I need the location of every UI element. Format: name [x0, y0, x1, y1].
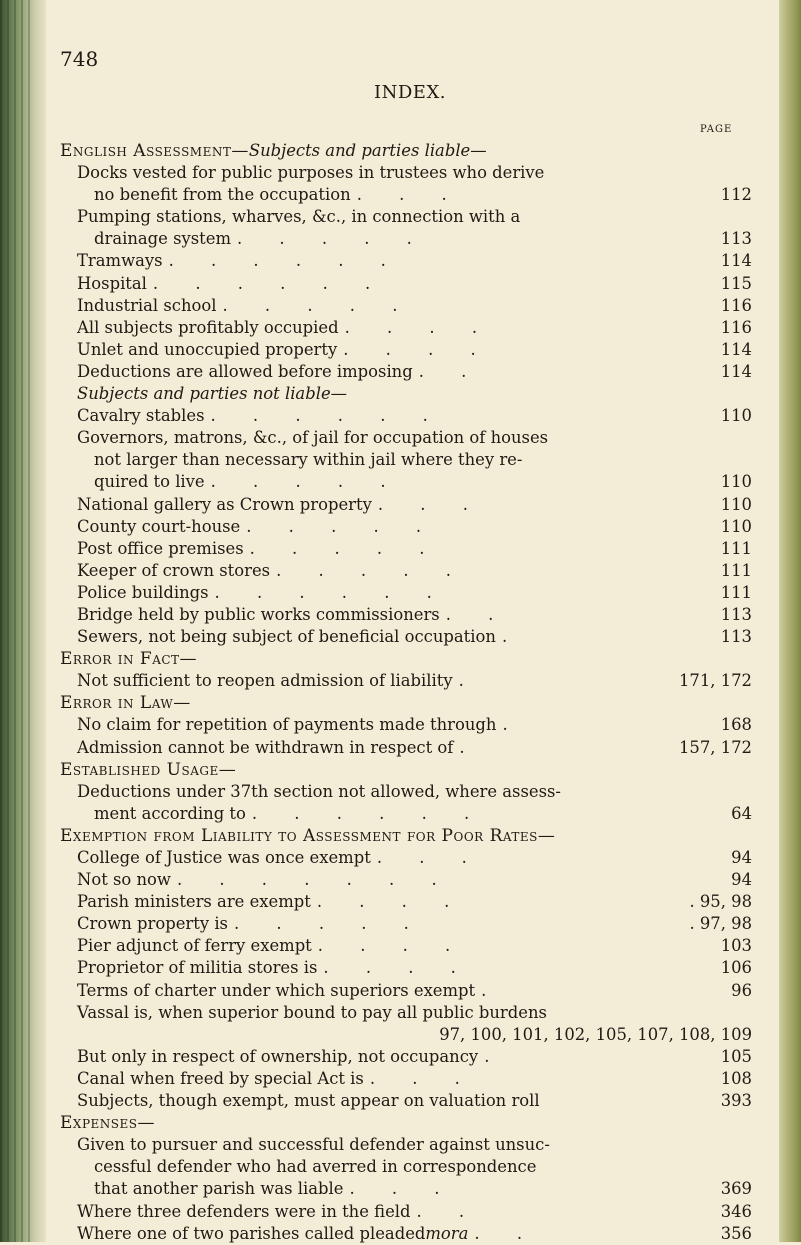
entry-text: Pier adjunct of ferry exempt [77, 936, 312, 956]
entry-text: Expenses— [60, 1113, 155, 1134]
entry-text: Where three defenders were in the field [77, 1201, 411, 1221]
entry-text: Crown property is [77, 914, 228, 934]
entry-text: Unlet and unoccupied property [77, 339, 338, 359]
leader-dots: . [458, 671, 480, 691]
index-entry [60, 471, 760, 493]
entry-text: English Assessment— [60, 141, 249, 161]
entry-text: Docks vested for public purposes in trustees who derive [77, 163, 545, 183]
running-head: INDEX. [374, 82, 446, 103]
page-reference: 157, 172 [679, 737, 752, 757]
index-heading [60, 759, 760, 781]
entry-text: Where one of two parishes called pleaded [77, 1223, 426, 1243]
leader-dots: . . . . . [276, 560, 467, 580]
entry-text: Subjects, though exempt, must appear on valuation roll [77, 1091, 540, 1111]
entry-text: Proprietor of militia stores is [77, 958, 318, 978]
index-entry [60, 626, 760, 648]
page-reference: 114 [720, 339, 752, 359]
index-heading [60, 140, 760, 162]
leader-dots: . [481, 980, 503, 1000]
leader-dots: . [459, 737, 481, 757]
index-entry [60, 980, 760, 1002]
index-entry [60, 1046, 760, 1068]
page-reference: . 95, 98 [689, 892, 752, 912]
page-reference: 112 [720, 185, 752, 205]
page-reference: 346 [720, 1201, 752, 1221]
leader-dots: . . [474, 1223, 539, 1243]
index-entry [60, 1002, 760, 1024]
leader-dots: . . . . . . . [176, 870, 453, 890]
entry-text: Parish ministers are exempt [77, 892, 311, 912]
page-reference: 116 [720, 295, 752, 315]
index-entry [60, 781, 760, 803]
index-entry [60, 1201, 760, 1223]
index-entry [60, 1068, 760, 1090]
index-entry [60, 803, 760, 825]
entry-text: Exemption from Liability to Assessment for Poor Rates— [60, 825, 556, 846]
leader-dots: . . . . . . [168, 251, 402, 271]
leader-dots: . . [418, 361, 483, 381]
index-entry [60, 273, 760, 295]
page-reference: 111 [720, 582, 752, 602]
page-reference: 111 [720, 560, 752, 580]
entry-text: Keeper of crown stores [77, 560, 271, 580]
index-entry [60, 516, 760, 538]
page-reference: 110 [720, 516, 752, 536]
leader-dots: . . . . . . [251, 803, 486, 823]
entry-text: Tramways [77, 251, 163, 271]
leader-dots: . [484, 1046, 506, 1066]
index-entry [60, 162, 760, 184]
leader-dots: . . . [349, 1179, 456, 1199]
page-reference: 108 [720, 1068, 752, 1088]
entry-text: Cavalry stables [77, 406, 205, 426]
leader-dots: . . . . [317, 936, 467, 956]
index-entry [60, 405, 760, 427]
leader-dots: . . . [376, 848, 483, 867]
leader-dots: . [501, 627, 524, 647]
index-entry [60, 604, 760, 626]
entry-text: But only in respect of ownership, not occupancy [77, 1046, 479, 1066]
page-reference: 103 [720, 936, 752, 956]
page-reference: 114 [720, 251, 752, 271]
index-heading [60, 825, 760, 847]
leader-dots: . . . . . [233, 914, 425, 934]
entry-text: Terms of charter under which superiors exempt [77, 980, 476, 1000]
entry-text: Sewers, not being subject of beneficial occupation [77, 627, 496, 647]
leader-dots: . . [445, 604, 510, 624]
leader-dots: . . . . . . [152, 273, 387, 293]
index-entry [60, 582, 760, 604]
leader-dots: . . . . . [210, 472, 402, 492]
index-entry [60, 891, 760, 913]
entry-text: Error in Law— [60, 693, 191, 714]
page-reference: 64 [731, 803, 752, 823]
page-reference: 393 [720, 1091, 752, 1111]
entry-text: drainage system [94, 229, 231, 249]
entry-text: Pumping stations, wharves, &c., in connection with a [77, 207, 521, 227]
page-reference: 115 [720, 273, 752, 293]
index-heading [60, 1112, 760, 1134]
index-entry [60, 670, 760, 692]
entry-text: cessful defender who had averred in correspondence [94, 1157, 537, 1177]
index-entry [60, 714, 760, 736]
page-reference: 171, 172 [679, 671, 752, 691]
leader-dots: . . . . . [249, 538, 441, 558]
entry-text: Hospital [77, 273, 147, 293]
entry-text: Governors, matrons, &c., of jail for occupation of houses [77, 428, 549, 448]
page-reference: 116 [720, 317, 752, 337]
index-entry [60, 184, 760, 206]
entry-text: Industrial school [77, 295, 217, 315]
leader-dots: . . . . . . [214, 582, 448, 602]
index-entry [60, 737, 760, 759]
page-reference: 94 [731, 870, 752, 890]
index-entry [60, 1024, 760, 1046]
index-entries [60, 140, 760, 1245]
entry-text: Not so now [77, 870, 171, 890]
page-number: 748 [60, 47, 99, 71]
entry-text: No claim for repetition of payments made through [77, 715, 497, 735]
entry-text: not larger than necessary within jail where they re- [94, 450, 523, 470]
index-entry [60, 1134, 760, 1156]
page-reference: 106 [720, 958, 752, 978]
index-entry [60, 206, 760, 228]
page-reference: . 97, 98 [689, 914, 752, 934]
page-reference: 113 [720, 604, 752, 624]
entry-text: Not sufficient to reopen admission of liability [77, 671, 453, 691]
page-column-label: PAGE [700, 124, 733, 135]
leader-dots: . . . [377, 494, 484, 514]
index-entry [60, 847, 760, 869]
entry-text: no benefit from the occupation [94, 185, 351, 205]
leader-dots: . . . [369, 1068, 476, 1088]
entry-text: Established Usage— [60, 759, 237, 780]
leader-dots: . . . . [323, 958, 472, 978]
leader-dots: . [502, 715, 524, 735]
page-reference: 111 [720, 538, 752, 558]
entry-text: All subjects profitably occupied [77, 317, 339, 337]
leader-dots: . . . [356, 185, 463, 205]
leader-dots: . . [416, 1201, 481, 1221]
index-page [60, 0, 760, 1242]
index-entry [60, 1090, 760, 1112]
entry-text: County court-house [77, 516, 241, 536]
index-entry [60, 361, 760, 383]
index-entry [60, 560, 760, 582]
entry-text: Post office premises [77, 538, 244, 558]
page-reference: 96 [731, 980, 752, 1000]
page-reference: 369 [720, 1179, 752, 1199]
index-entry [60, 1156, 760, 1178]
index-entry [60, 427, 760, 449]
index-entry [60, 538, 760, 560]
page-reference: 113 [720, 627, 752, 647]
entry-text: Bridge held by public works commissioners [77, 604, 440, 624]
index-entry [60, 1178, 760, 1200]
index-entry [60, 869, 760, 891]
index-subheading [60, 383, 760, 405]
page-edge [779, 0, 801, 1242]
entry-text: National gallery as Crown property [77, 494, 372, 514]
entry-italic-text: Subjects and parties liable— [248, 141, 487, 160]
page-reference: 113 [720, 229, 752, 249]
binding-edge [0, 0, 46, 1242]
index-heading [60, 692, 760, 714]
page-reference: 168 [720, 715, 752, 735]
index-entry [60, 449, 760, 471]
index-entry [60, 339, 760, 361]
leader-dots: . . . . . . [210, 406, 444, 426]
leader-dots: . . . . . [236, 229, 428, 249]
index-entry [60, 228, 760, 250]
leader-dots: . . . . [316, 892, 466, 912]
entry-text: Police buildings [77, 582, 209, 602]
page-reference: 97, 100, 101, 102, 105, 107, 108, 109 [439, 1024, 752, 1044]
page-reference: 105 [720, 1046, 752, 1066]
page-reference: 110 [720, 406, 752, 426]
entry-italic-text: mora [425, 1223, 469, 1243]
page-reference: 110 [720, 472, 752, 492]
index-entry [60, 1223, 760, 1245]
entry-text: College of Justice was once exempt [77, 848, 371, 867]
index-entry [60, 250, 760, 272]
page-reference: 356 [720, 1223, 752, 1243]
entry-text: Admission cannot be withdrawn in respect of [77, 737, 454, 757]
index-entry [60, 494, 760, 516]
index-entry [60, 957, 760, 979]
leader-dots: . . . . . [246, 516, 438, 536]
entry-italic-text: Subjects and parties not liable— [77, 384, 348, 404]
leader-dots: . . . . . [222, 295, 414, 315]
index-entry [60, 295, 760, 317]
entry-text: Deductions under 37th section not allowed, where assess- [77, 781, 561, 801]
entry-text: Error in Fact— [60, 649, 198, 670]
page-reference: 94 [731, 848, 752, 867]
index-heading [60, 648, 760, 670]
leader-dots: . . . . [344, 317, 494, 337]
entry-text: Given to pursuer and successful defender against unsuc- [77, 1135, 550, 1155]
entry-text: quired to live [94, 472, 205, 492]
index-entry [60, 913, 760, 935]
leader-dots: . . . . [343, 339, 492, 359]
page-reference: 110 [720, 494, 752, 514]
entry-text: that another parish was liable [94, 1179, 344, 1199]
page-reference: 114 [720, 361, 752, 381]
index-entry [60, 935, 760, 957]
entry-text: ment according to [94, 803, 246, 823]
index-entry [60, 317, 760, 339]
entry-text: Vassal is, when superior bound to pay all public burdens [77, 1002, 547, 1022]
entry-text: Canal when freed by special Act is [77, 1068, 364, 1088]
entry-text: Deductions are allowed before imposing [77, 361, 413, 381]
